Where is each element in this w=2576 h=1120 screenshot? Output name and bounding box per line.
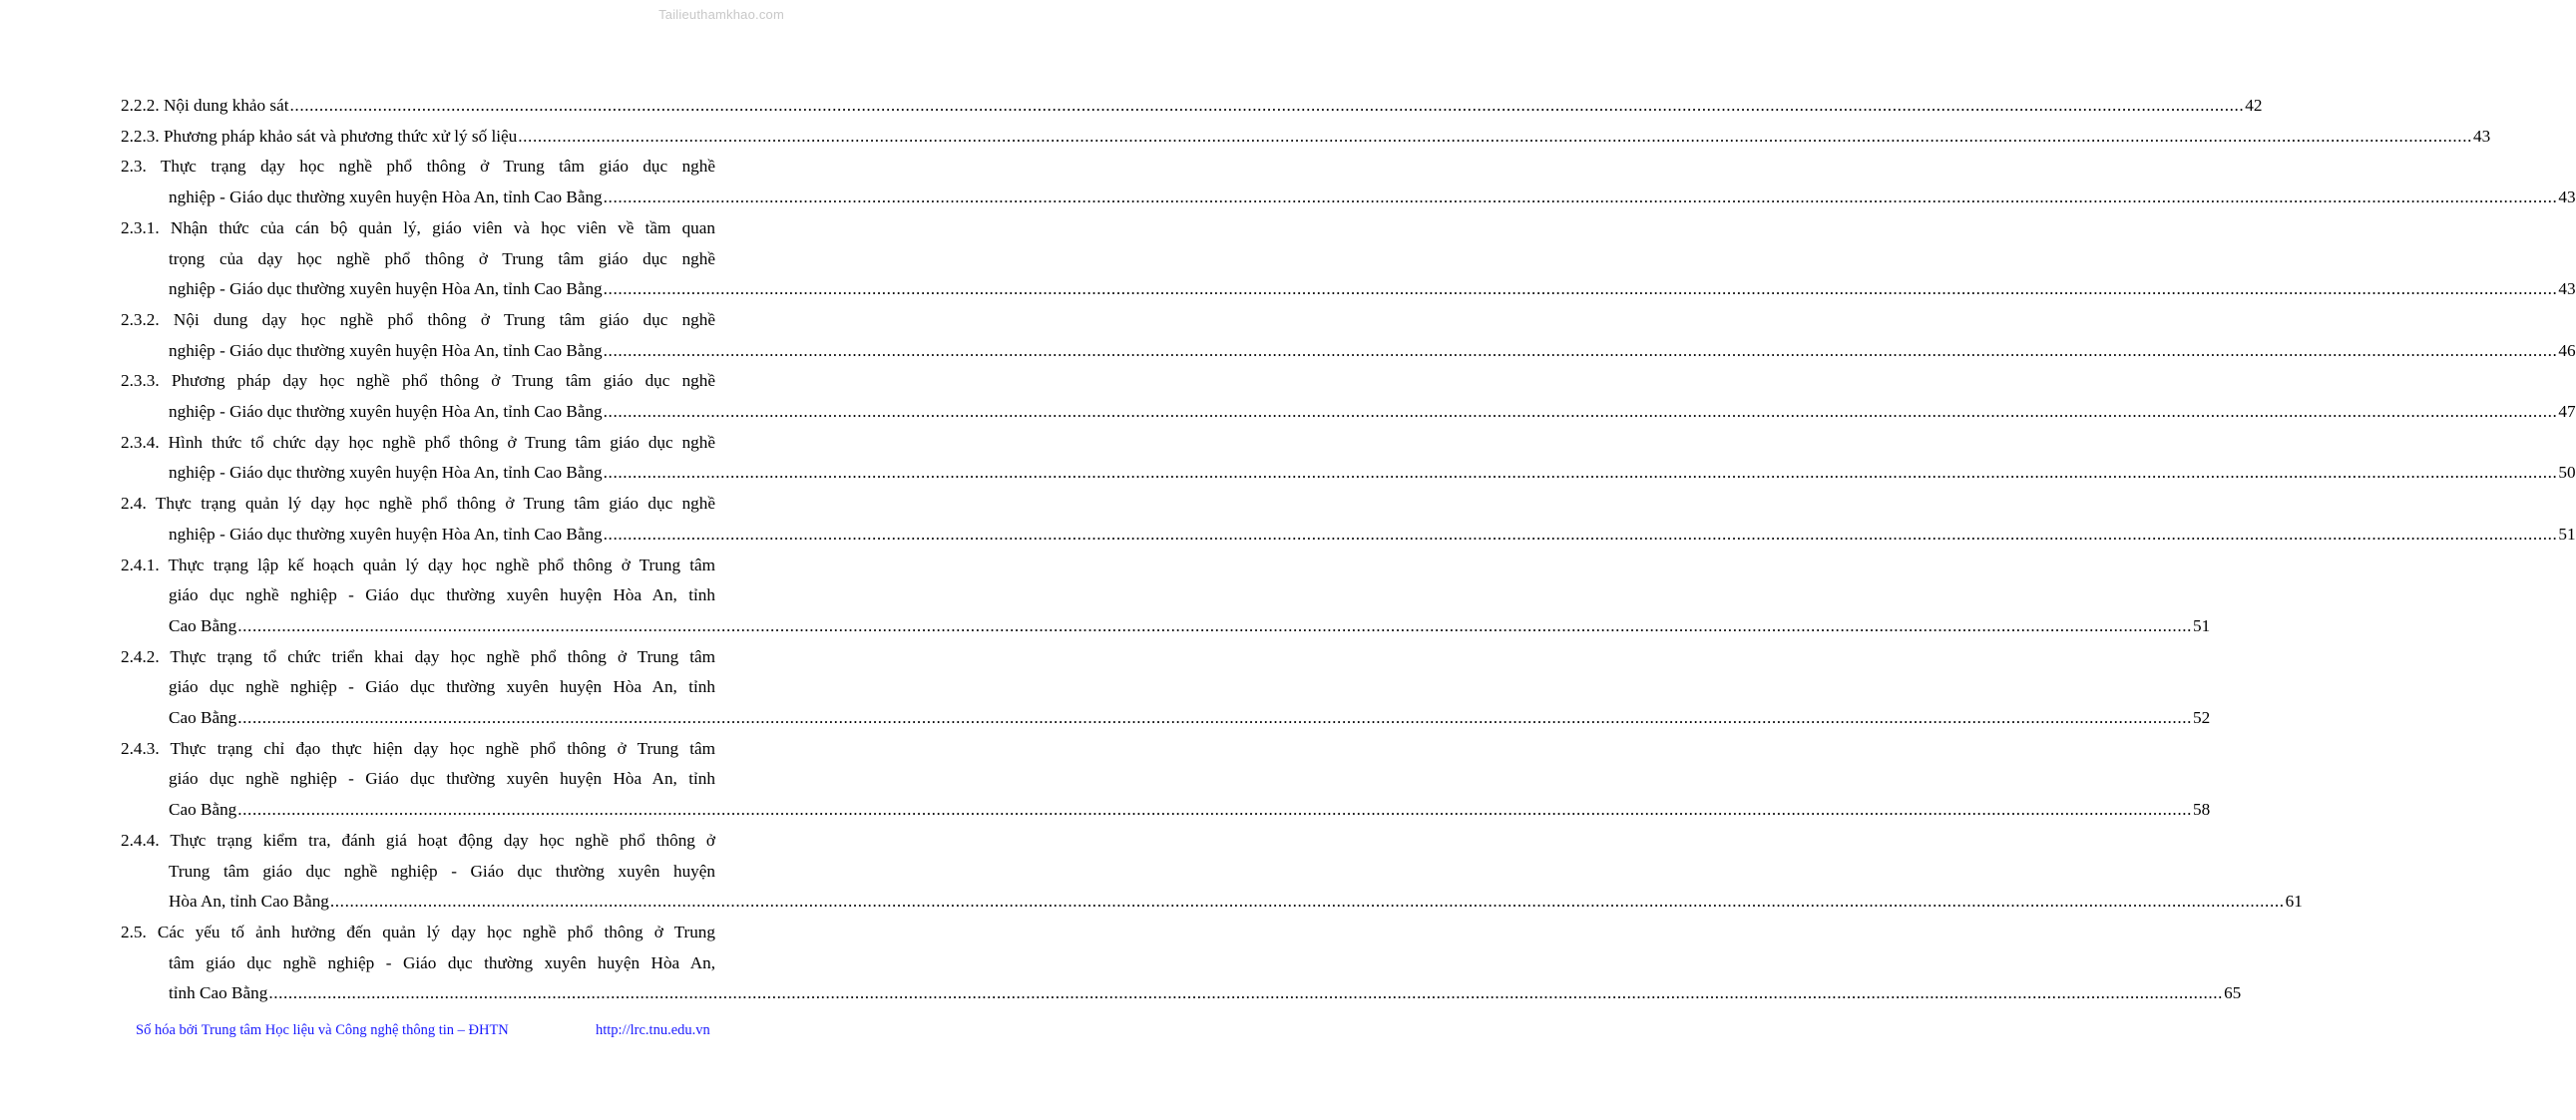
toc-entry-title: Hòa An, tỉnh Cao Bằng	[169, 892, 329, 912]
toc-entry-title: nghiệp - Giáo dục thường xuyên huyện Hòa An, tỉnh Cao Bằng	[169, 524, 603, 544]
toc-entry-title: Cao Bằng	[169, 708, 237, 728]
toc-leader-dots: ................................................................................................................................................................................................................................................................................................................................................................................................................	[329, 892, 2285, 912]
toc-leader-dots: ................................................................................................................................................................................................................................................................................................................................................................................................................	[237, 615, 2193, 635]
toc-entry-last-line	[121, 795, 2211, 826]
toc-entry-line: tâm giáo dục nghề nghiệp - Giáo dục thường xuyên huyện Hòa An,	[169, 952, 715, 972]
toc-entry-title: nghiệp - Giáo dục thường xuyên huyện Hòa An, tỉnh Cao Bằng	[169, 402, 603, 422]
toc-page-number: 43	[2558, 279, 2576, 299]
toc-entry-line: giáo dục nghề nghiệp - Giáo dục thường xuyên huyện Hòa An, tỉnh	[169, 769, 715, 789]
toc-entry[interactable]	[121, 551, 2211, 642]
toc-entry-title: nghiệp - Giáo dục thường xuyên huyện Hòa An, tỉnh Cao Bằng	[169, 463, 603, 483]
toc-entry-title: Cao Bằng	[169, 800, 237, 820]
toc-entry-line: 2.3.2. Nội dung dạy học nghề phổ thông ở Trung tâm giáo dục nghề	[121, 309, 715, 329]
toc-entry[interactable]	[121, 91, 2263, 122]
toc-entry-last-line	[121, 183, 2576, 213]
toc-entry[interactable]	[121, 489, 2576, 550]
toc-leader-dots: ................................................................................................................................................................................................................................................................................................................................................................................................................	[603, 340, 2558, 360]
toc-entry-last-line	[121, 458, 2576, 489]
toc-entry-title: 2.2.3. Phương pháp khảo sát và phương thức xử lý số liệu	[121, 126, 518, 146]
toc-entry-last-line	[121, 703, 2211, 734]
toc-entry-line: giáo dục nghề nghiệp - Giáo dục thường xuyên huyện Hòa An, tỉnh	[169, 585, 715, 605]
footer-url[interactable]: http://lrc.tnu.edu.vn	[596, 1022, 710, 1038]
toc-page-number: 43	[2558, 187, 2576, 207]
toc-entry-last-line	[121, 887, 2303, 918]
toc-entry[interactable]	[121, 734, 2211, 826]
toc-entry-line: 2.4.3. Thực trạng chỉ đạo thực hiện dạy học nghề phổ thông ở Trung tâm	[121, 738, 715, 758]
toc-entry-line: 2.3.1. Nhận thức của cán bộ quản lý, giáo viên và học viên về tầm quan	[121, 217, 715, 237]
toc-entry-line: 2.5. Các yếu tố ảnh hưởng đến quản lý dạy học nghề phổ thông ở Trung	[121, 922, 715, 941]
toc-entry-line: 2.3. Thực trạng dạy học nghề phổ thông ở Trung tâm giáo dục nghề	[121, 157, 715, 177]
toc-entry-last-line	[121, 336, 2576, 367]
toc-page-number: 47	[2558, 402, 2576, 422]
toc-entry-title: tỉnh Cao Bằng	[169, 983, 268, 1003]
toc-page-number: 43	[2473, 126, 2491, 146]
toc-entry-line: 2.3.4. Hình thức tổ chức dạy học nghề phổ thông ở Trung tâm giáo dục nghề	[121, 432, 715, 452]
toc-entry-last-line	[121, 122, 2491, 153]
toc-entry[interactable]	[121, 213, 2576, 305]
toc-page-number: 46	[2558, 340, 2576, 360]
watermark: Tailieuthamkhao.com	[658, 7, 784, 22]
toc-entry[interactable]	[121, 152, 2576, 212]
toc-entry-last-line	[121, 611, 2211, 642]
toc-leader-dots: ................................................................................................................................................................................................................................................................................................................................................................................................................	[237, 708, 2193, 728]
toc-entry-line: 2.3.3. Phương pháp dạy học nghề phổ thông ở Trung tâm giáo dục nghề	[121, 371, 715, 391]
toc-page-number: 58	[2193, 800, 2211, 820]
toc-leader-dots: ................................................................................................................................................................................................................................................................................................................................................................................................................	[237, 800, 2193, 820]
toc-leader-dots: ................................................................................................................................................................................................................................................................................................................................................................................................................	[603, 463, 2558, 483]
toc-entry-last-line	[121, 91, 2263, 122]
toc-leader-dots: ................................................................................................................................................................................................................................................................................................................................................................................................................	[603, 279, 2558, 299]
toc-entry-line: 2.4.4. Thực trạng kiểm tra, đánh giá hoạt động dạy học nghề phổ thông ở	[121, 830, 715, 850]
toc-entry-line: 2.4. Thực trạng quản lý dạy học nghề phổ thông ở Trung tâm giáo dục nghề	[121, 494, 715, 514]
toc-leader-dots: ................................................................................................................................................................................................................................................................................................................................................................................................................	[289, 96, 2245, 115]
toc-entry-line: trọng của dạy học nghề phổ thông ở Trung tâm giáo dục nghề	[169, 248, 715, 268]
toc-entry-title: nghiệp - Giáo dục thường xuyên huyện Hòa An, tỉnh Cao Bằng	[169, 340, 603, 360]
toc-entry-line: 2.4.2. Thực trạng tổ chức triển khai dạy học nghề phổ thông ở Trung tâm	[121, 646, 715, 666]
toc-entry-last-line	[121, 520, 2576, 551]
table-of-contents	[121, 91, 2576, 1009]
toc-leader-dots: ................................................................................................................................................................................................................................................................................................................................................................................................................	[603, 402, 2558, 422]
toc-page-number: 52	[2193, 708, 2211, 728]
toc-entry-title: Cao Bằng	[169, 615, 237, 635]
toc-entry-title: nghiệp - Giáo dục thường xuyên huyện Hòa An, tỉnh Cao Bằng	[169, 279, 603, 299]
toc-entry[interactable]	[121, 642, 2211, 734]
footer-credit: Số hóa bởi Trung tâm Học liệu và Công nghệ thông tin – ĐHTN	[136, 1022, 509, 1038]
toc-leader-dots: ................................................................................................................................................................................................................................................................................................................................................................................................................	[603, 187, 2558, 207]
toc-entry-line: 2.4.1. Thực trạng lập kế hoạch quản lý dạy học nghề phổ thông ở Trung tâm	[121, 555, 715, 574]
toc-leader-dots: ................................................................................................................................................................................................................................................................................................................................................................................................................	[268, 983, 2224, 1003]
toc-entry-last-line	[121, 397, 2576, 428]
toc-entry-title: 2.2.2. Nội dung khảo sát	[121, 96, 289, 115]
toc-entry[interactable]	[121, 305, 2576, 366]
toc-entry[interactable]	[121, 826, 2303, 918]
toc-leader-dots: ................................................................................................................................................................................................................................................................................................................................................................................................................	[603, 524, 2558, 544]
toc-leader-dots: ................................................................................................................................................................................................................................................................................................................................................................................................................	[518, 126, 2472, 146]
toc-entry[interactable]	[121, 122, 2491, 153]
toc-page-number: 61	[2285, 892, 2303, 912]
toc-entry-title: nghiệp - Giáo dục thường xuyên huyện Hòa An, tỉnh Cao Bằng	[169, 187, 603, 207]
toc-entry[interactable]	[121, 366, 2576, 427]
toc-entry-last-line	[121, 274, 2576, 305]
toc-page-number: 65	[2224, 983, 2242, 1003]
toc-entry-line: Trung tâm giáo dục nghề nghiệp - Giáo dục thường xuyên huyện	[169, 861, 715, 881]
toc-entry-line: giáo dục nghề nghiệp - Giáo dục thường xuyên huyện Hòa An, tỉnh	[169, 677, 715, 697]
toc-page-number: 51	[2558, 524, 2576, 544]
toc-entry[interactable]	[121, 918, 2242, 1009]
toc-entry[interactable]	[121, 428, 2576, 489]
toc-page-number: 51	[2193, 615, 2211, 635]
toc-page-number: 50	[2558, 463, 2576, 483]
toc-entry-last-line	[121, 978, 2242, 1009]
toc-page-number: 42	[2245, 96, 2263, 115]
